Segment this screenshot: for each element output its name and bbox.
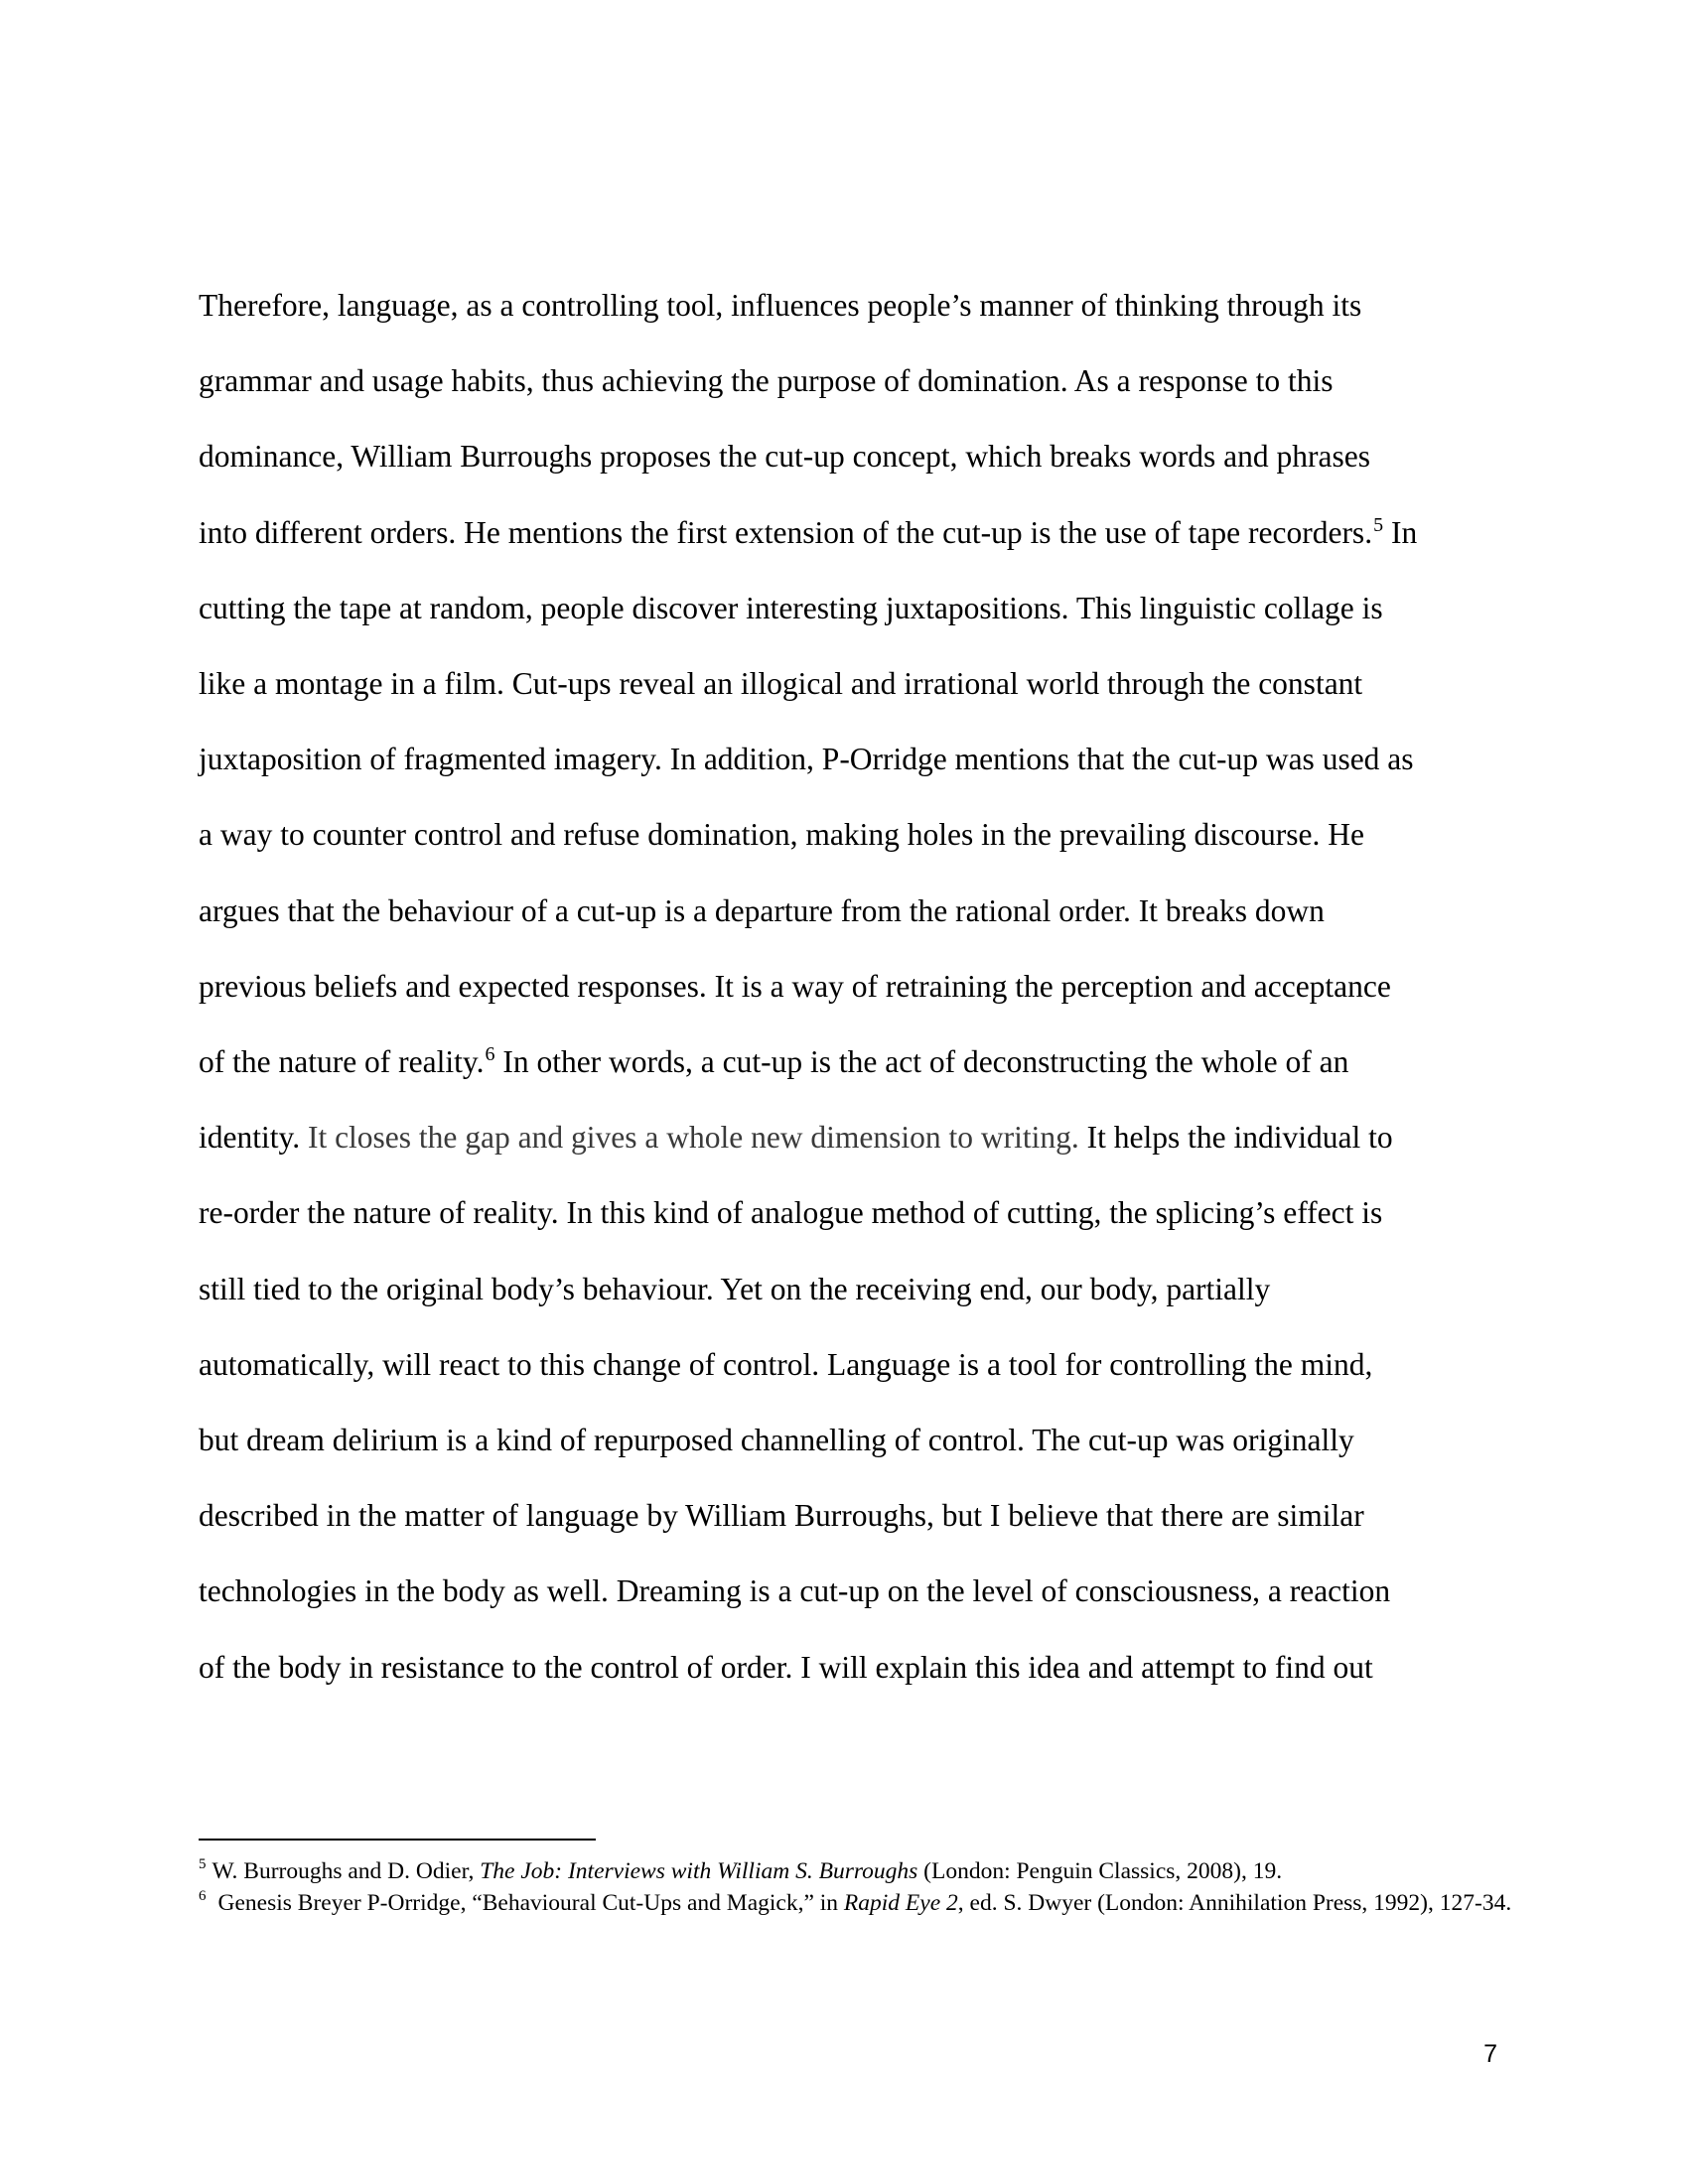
paragraph-line: described in the matter of language by William Burroughs, but I believe that there are similar xyxy=(199,1498,1364,1534)
footnote-5 xyxy=(199,1856,1519,1886)
paragraph-line: a way to counter control and refuse domination, making holes in the prevailing discourse. He xyxy=(199,817,1364,853)
footnotes xyxy=(199,1856,1519,1918)
grey-sentence: It closes the gap and gives a whole new dimension to writing. xyxy=(300,1120,1079,1156)
line-text: of the nature of reality. xyxy=(199,1044,485,1080)
line-text: identity. xyxy=(199,1120,301,1156)
footnote-reference-5[interactable]: 5 xyxy=(1373,513,1384,536)
paragraph-line: cutting the tape at random, people discover interesting juxtapositions. This linguistic collage is xyxy=(199,590,1383,625)
body-paragraph xyxy=(199,268,1509,1706)
footnote-reference-6[interactable]: 6 xyxy=(485,1043,495,1066)
paragraph-line: still tied to the original body’s behaviour. Yet on the receiving end, our body, partially xyxy=(199,1271,1271,1306)
footnote-text: (London: Penguin Classics, 2008), 19. xyxy=(917,1858,1283,1884)
footnote-text: W. Burroughs and D. Odier, xyxy=(211,1858,481,1884)
footnote-title: Rapid Eye 2 xyxy=(843,1890,958,1916)
paragraph-line: previous beliefs and expected responses. It is a way of retraining the perception and acceptance xyxy=(199,968,1391,1004)
line-text: In other words, a cut-up is the act of deconstructing the whole of an xyxy=(494,1044,1349,1080)
paragraph-line: argues that the behaviour of a cut-up is a departure from the rational order. It breaks down xyxy=(199,892,1325,928)
line-text: It helps the individual to xyxy=(1078,1120,1393,1156)
paragraph-line xyxy=(199,495,1509,571)
paragraph-line: juxtaposition of fragmented imagery. In addition, P-Orridge mentions that the cut-up was used as xyxy=(199,742,1414,777)
paragraph-line: automatically, will react to this change of control. Language is a tool for controlling the mind, xyxy=(199,1346,1373,1382)
footnote-text: Genesis Breyer P-Orridge, “Behavioural Cut-Ups and Magick,” in xyxy=(217,1890,844,1916)
paragraph-line: re-order the nature of reality. In this kind of analogue method of cutting, the splicing’s effect is xyxy=(199,1195,1383,1231)
paragraph-line: of the body in resistance to the control of order. I will explain this idea and attempt to find out xyxy=(199,1649,1373,1685)
footnote-title: The Job: Interviews with William S. Burroughs xyxy=(480,1858,918,1884)
paragraph-line: grammar and usage habits, thus achieving the purpose of domination. As a response to this xyxy=(199,363,1334,399)
paragraph-line: technologies in the body as well. Dreaming is a cut-up on the level of consciousness, a reaction xyxy=(199,1573,1391,1609)
footnote-6 xyxy=(199,1888,1519,1918)
paragraph-line: like a montage in a film. Cut-ups reveal an illogical and irrational world through the constant xyxy=(199,666,1363,702)
paragraph-line xyxy=(199,1024,1509,1100)
line-text: into different orders. He mentions the first extension of the cut-up is the use of tape recorders. xyxy=(199,514,1373,550)
paragraph-line xyxy=(199,1100,1509,1175)
footnote-number: 5 xyxy=(199,1856,207,1872)
paragraph-line: Therefore, language, as a controlling tool, influences people’s manner of thinking through its xyxy=(199,288,1362,323)
footnote-separator xyxy=(199,1839,596,1841)
footnote-text: , ed. S. Dwyer (London: Annihilation Press, 1992), 127-34. xyxy=(957,1890,1512,1916)
paragraph-line: but dream delirium is a kind of repurposed channelling of control. The cut-up was originally xyxy=(199,1423,1354,1458)
paragraph-line: dominance, William Burroughs proposes the cut-up concept, which breaks words and phrases xyxy=(199,439,1370,475)
footnote-number: 6 xyxy=(199,1888,207,1904)
page-number: 7 xyxy=(1483,2040,1497,2068)
line-text: In xyxy=(1383,514,1418,550)
